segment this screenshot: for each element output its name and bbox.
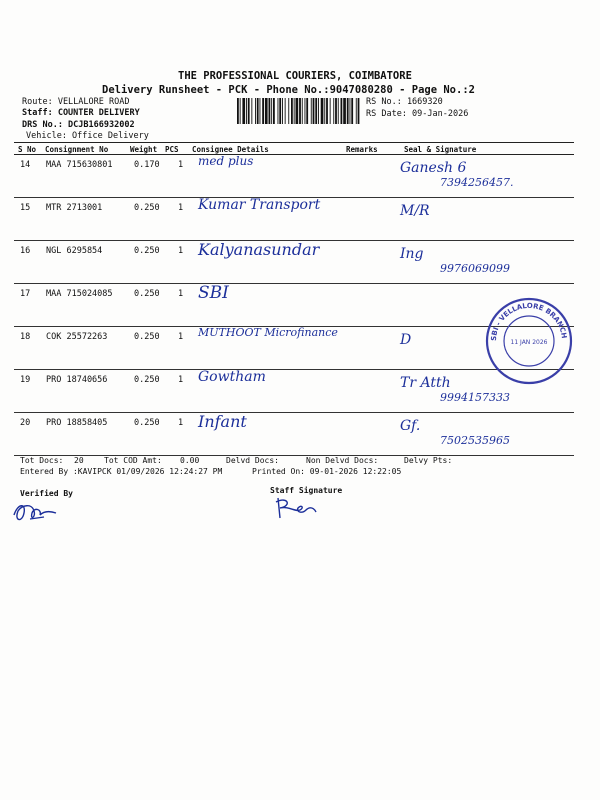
tot-cod-value: 0.00 [180, 456, 200, 465]
row-sno: 19 [20, 375, 31, 385]
row-divider [14, 283, 574, 284]
row-divider [14, 412, 574, 413]
verifier-signature-image [10, 497, 70, 527]
col-weight: Weight [130, 145, 158, 154]
vehicle-label: Vehicle: Office Delivery [26, 131, 149, 141]
tot-docs-label: Tot Docs: [20, 456, 64, 465]
row-consignment-no: MTR 2713001 [46, 203, 103, 213]
row-signature-handwritten: M/R [400, 203, 430, 219]
rs-date: RS Date: 09-Jan-2026 [366, 109, 469, 119]
verified-by-label: Verified By [20, 489, 73, 498]
row-sno: 17 [20, 289, 31, 299]
col-consignment: Consignment No [45, 145, 109, 154]
row-sno: 16 [20, 246, 31, 256]
row-weight: 0.250 [134, 332, 160, 342]
row-weight: 0.250 [134, 289, 160, 299]
row-weight: 0.250 [134, 375, 160, 385]
row-signature-handwritten: Gf. [400, 418, 421, 434]
route-label: Route: VELLALORE ROAD [22, 97, 130, 107]
header-bottom-rule [14, 154, 574, 155]
staff-signature-label: Staff Signature [270, 486, 343, 495]
row-pcs: 1 [178, 418, 184, 428]
row-sno: 20 [20, 418, 31, 428]
row-consignee-handwritten: Kumar Transport [198, 197, 321, 213]
row-consignment-no: MAA 715630801 [46, 160, 113, 170]
row-signature-handwritten: Ing [400, 246, 424, 262]
row-pcs: 1 [178, 160, 184, 170]
row-sno: 15 [20, 203, 31, 213]
delvy-pts-label: Delvy Pts: [404, 456, 453, 465]
printed-on: Printed On: 09-01-2026 12:22:05 [252, 467, 402, 476]
row-consignment-no: COK 25572263 [46, 332, 108, 342]
row-consignee-handwritten: Gowtham [198, 369, 266, 385]
svg-text:11 JAN 2026: 11 JAN 2026 [510, 339, 548, 346]
row-consignee-handwritten: MUTHOOT Microfinance [198, 326, 338, 339]
row-pcs: 1 [178, 203, 184, 213]
row-pcs: 1 [178, 246, 184, 256]
row-signature-phone: 7394256457. [440, 176, 514, 189]
header-top-rule [14, 142, 574, 143]
row-weight: 0.250 [134, 246, 160, 256]
entered-by: Entered By :KAVIPCK 01/09/2026 12:24:27 PM [20, 467, 223, 476]
row-consignee-handwritten: Kalyanasundar [198, 240, 320, 259]
row-signature-phone: 9994157333 [440, 391, 510, 404]
row-signature-handwritten: Ganesh 6 [400, 160, 467, 176]
bank-stamp-image [484, 296, 574, 386]
tot-docs-value: 20 [74, 456, 84, 465]
barcode-image [236, 98, 362, 124]
row-pcs: 1 [178, 375, 184, 385]
row-signature-phone: 9976069099 [440, 262, 510, 275]
runsheet-title: Delivery Runsheet - PCK - Phone No.:9047080280 - Page No.:2 [102, 84, 475, 96]
row-divider [14, 455, 574, 456]
rs-number: RS No.: 1669320 [366, 97, 443, 107]
row-sno: 14 [20, 160, 31, 170]
row-weight: 0.250 [134, 418, 160, 428]
delvd-docs-label: Delvd Docs: [226, 456, 279, 465]
non-delvd-docs-label: Non Delvd Docs: [306, 456, 379, 465]
col-sno: S No [18, 145, 37, 154]
row-consignee-handwritten: med plus [198, 154, 254, 168]
row-pcs: 1 [178, 289, 184, 299]
row-consignee-handwritten: Infant [198, 412, 247, 431]
col-pcs: PCS [165, 145, 179, 154]
row-weight: 0.250 [134, 203, 160, 213]
staff-signature-image [270, 494, 320, 522]
staff-label: Staff: COUNTER DELIVERY [22, 108, 140, 118]
tot-cod-label: Tot COD Amt: [104, 456, 162, 465]
row-pcs: 1 [178, 332, 184, 342]
row-consignment-no: NGL 6295854 [46, 246, 103, 256]
row-consignment-no: MAA 715024085 [46, 289, 113, 299]
col-seal-signature: Seal & Signature [404, 145, 477, 154]
col-remarks: Remarks [346, 145, 378, 154]
row-sno: 18 [20, 332, 31, 342]
row-consignment-no: PRO 18858405 [46, 418, 108, 428]
svg-text:SBI - VELLALORE BRANCH: SBI - VELLALORE BRANCH [489, 301, 568, 342]
row-signature-phone: 7502535965 [440, 434, 510, 447]
row-signature-handwritten: D [400, 332, 412, 348]
row-consignment-no: PRO 18740656 [46, 375, 108, 385]
drs-number: DRS No.: DCJB166932002 [22, 120, 135, 130]
row-weight: 0.170 [134, 160, 160, 170]
row-consignee-handwritten: SBI [198, 283, 229, 303]
col-consignee-details: Consignee Details [192, 145, 269, 154]
company-title: THE PROFESSIONAL COURIERS, COIMBATORE [178, 70, 412, 82]
row-signature-handwritten: Tr Atth [400, 375, 451, 391]
